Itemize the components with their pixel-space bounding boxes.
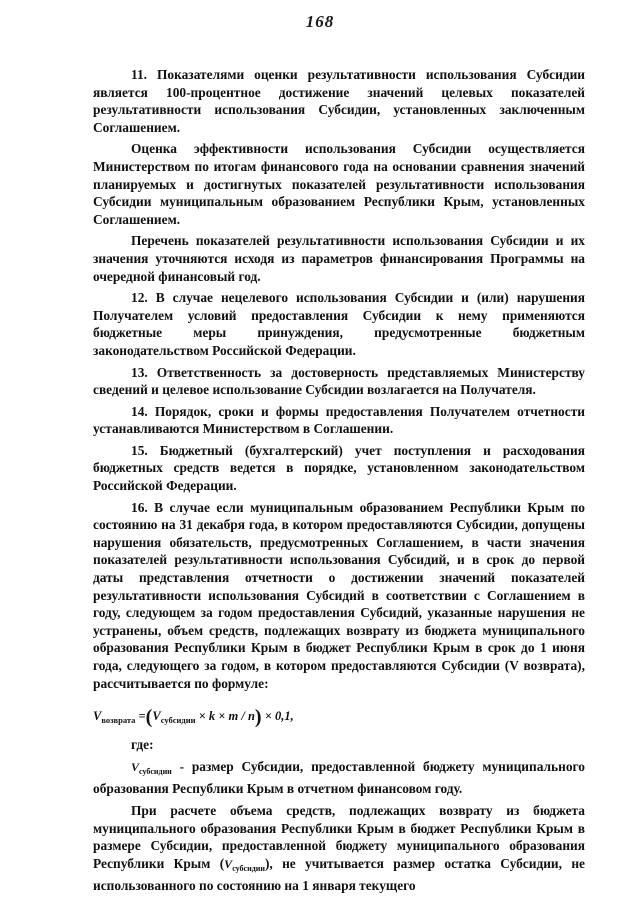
calculation-text-before: При расчете объема средств, подлежащих возврату из бюджета муниципального образования Республики Крым в бюджет Республики Крым в размере Субсидии, предоставленной бюджету муниципального образования Республики Крым ( [93,802,585,871]
definition-symbol: $V_{субсидии}$ [131,759,172,776]
formula-equals: = [138,709,146,724]
paragraph-16: 16. В случае если муниципальным образованием Республики Крым по состоянию на 31 декабря года, в котором предоставляются Субсидии, допущены нарушения обязательств, предусмотренных Соглашением, в части значения показателей результативности использования Субсидий, и в срок до первой даты представления отчетности о достижении значений показателей результативности использования Субсидий в соответствии с Соглашением в году, следующем за годом предоставления Субсидий, указанные нарушения не устранены, объем средств, подлежащих возврату из бюджета муниципального образования Республики Крым в бюджет Республики Крым в срок до 1 июня года, следующего за годом, в котором предоставляются Субсидии (V возврата), рассчитывается по формуле: [93,499,585,691]
paragraph-indicators-list: Перечень показателей результативности использования Субсидии и их значения уточняются исходя из параметров финансирования Программы на очередной финансовый год. [93,233,585,284]
paragraph-calculation [93,802,585,895]
formula-open-paren: ( [145,706,153,729]
paragraph-evaluation: Оценка эффективности использования Субсидии осуществляется Министерством по итогам финансового года на основании сравнения значений планируемых и достигнутых показателей результативности использования Субсидии муниципальным образованием Республики Крым, установленных Соглашением. [93,141,585,227]
paragraph-12: 12. В случае нецелевого использования Субсидии и (или) нарушения Получателем условий предоставления Субсидии к нему применяются бюджетные меры принуждения, предусмотренные бюджетным законодательством Российской Федерации. [93,290,585,358]
formula-coefficient: × 0,1 [261,709,291,724]
calculation-text-after: ), не учитывается размер остатка Субсидии, не использованного по состоянию на 1 января текущего [93,855,585,894]
formula-lhs: $V_{возврата}$ [93,709,136,726]
page-number: 168 [305,12,335,31]
paragraph-11: 11. Показателями оценки результативности использования Субсидии является 100-процентное достижение значений целевых показателей результативности использования Субсидии, установленных заключенным Соглашением. [93,67,585,135]
formula-trailing-comma: , [290,709,294,724]
where-label: где: [131,737,154,753]
formula-close-paren: ) [254,706,262,729]
paragraph-13: 13. Ответственность за достоверность представляемых Министерству сведений и целевое использование Субсидии возлагается на Получателя. [93,364,585,398]
calculation-symbol: $V_{субсидии}$ [224,856,265,873]
return-formula [93,706,585,730]
paragraph-14: 14. Порядок, сроки и формы предоставления Получателем отчетности устанавливаются Министерством в Соглашении. [93,403,585,437]
definition-text: - размер Субсидии, предоставленной бюджету муниципального образования Республики Крым в отчетном финансовом году. [93,758,585,797]
document-body [93,66,585,899]
formula-multipliers: × k × m / n [195,709,255,724]
paragraph-15: 15. Бюджетный (бухгалтерский) учет поступления и расходования бюджетных средств ведется в порядке, установленном законодательством Российской Федерации. [93,442,585,494]
formula-subsidy-term: $V_{субсидии}$ [152,709,196,726]
definition-subsidy [93,758,585,798]
